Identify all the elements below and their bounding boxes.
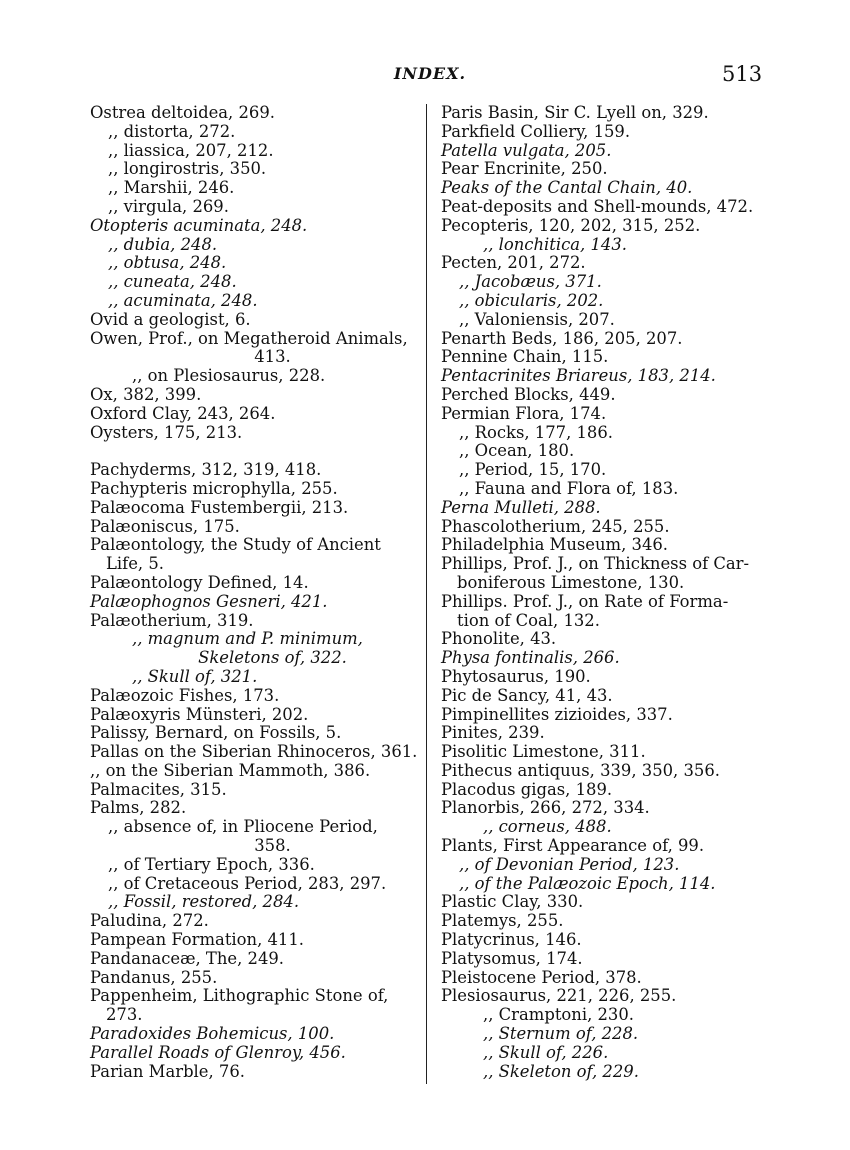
index-entry: Oxford Clay, 243, 264. bbox=[90, 403, 276, 423]
index-entry: Palæontology Defined, 14. bbox=[90, 572, 309, 592]
index-entry: 358. bbox=[254, 836, 291, 856]
index-entry: ,, acuminata, 248. bbox=[108, 290, 258, 310]
index-entry: Pecten, 201, 272. bbox=[441, 253, 586, 273]
index-entry: Pinites, 239. bbox=[441, 723, 545, 743]
index-entry: Ox, 382, 399. bbox=[90, 384, 202, 404]
index-entry: Platycrinus, 146. bbox=[441, 930, 582, 950]
index-entry: Plesiosaurus, 221, 226, 255. bbox=[441, 986, 677, 1006]
index-entry: ,, Jacobæus, 371. bbox=[459, 272, 602, 292]
index-entry: Palissy, Bernard, on Fossils, 5. bbox=[90, 723, 342, 743]
index-entry: Palæoniscus, 175. bbox=[90, 516, 240, 536]
index-entry: Phillips. Prof. J., on Rate of Forma- bbox=[441, 591, 729, 611]
index-entry: Pisolitic Limestone, 311. bbox=[441, 742, 646, 762]
index-entry: Skeletons of, 322. bbox=[198, 648, 347, 668]
index-entry: ,, obicularis, 202. bbox=[459, 290, 604, 310]
index-entry: Ostrea deltoidea, 269. bbox=[90, 103, 275, 122]
index-entry: Phonolite, 43. bbox=[441, 629, 557, 649]
index-entry: Parkfield Colliery, 159. bbox=[441, 121, 631, 141]
index-entry: boniferous Limestone, 130. bbox=[457, 572, 685, 592]
index-entry: Permian Flora, 174. bbox=[441, 403, 607, 423]
index-entry: 413. bbox=[254, 347, 291, 367]
index-entry: Palæozoic Fishes, 173. bbox=[90, 685, 280, 705]
index-entry: Pandanus, 255. bbox=[90, 967, 218, 987]
running-header: INDEX. bbox=[393, 64, 467, 83]
index-entry: Palms, 282. bbox=[90, 798, 187, 818]
index-entry: ,, absence of, in Pliocene Period, bbox=[108, 817, 378, 837]
index-entry: ,, cuneata, 248. bbox=[108, 272, 237, 292]
index-entry: ,, magnum and P. minimum, bbox=[132, 629, 363, 649]
index-entry: Phillips, Prof. J., on Thickness of Car- bbox=[441, 554, 750, 574]
index-entry: ,, of Tertiary Epoch, 336. bbox=[108, 854, 315, 874]
index-entry: Palæontology, the Study of Ancient bbox=[90, 535, 381, 555]
index-entry: Platemys, 255. bbox=[441, 911, 564, 931]
index-entry: Pimpinellites zizioides, 337. bbox=[441, 704, 673, 724]
index-entry: ,, virgula, 269. bbox=[108, 196, 229, 216]
index-entry: Palæotherium, 319. bbox=[90, 610, 254, 630]
index-entry: Perna Mulleti, 288. bbox=[441, 497, 601, 517]
index-entry: Pear Encrinite, 250. bbox=[441, 159, 608, 179]
index-entry: Palmacites, 315. bbox=[90, 779, 227, 799]
index-entry: Perched Blocks, 449. bbox=[441, 384, 616, 404]
index-entry: Planorbis, 266, 272, 334. bbox=[441, 798, 650, 818]
right-index-column bbox=[441, 104, 761, 1081]
index-entry: ,, Rocks, 177, 186. bbox=[459, 422, 613, 442]
index-entry: Plastic Clay, 330. bbox=[441, 892, 584, 912]
index-entry: Pleistocene Period, 378. bbox=[441, 967, 642, 987]
index-entry: Pampean Formation, 411. bbox=[90, 930, 304, 950]
index-entry: Parallel Roads of Glenroy, 456. bbox=[90, 1042, 346, 1062]
index-entry: Paradoxides Bohemicus, 100. bbox=[90, 1024, 335, 1044]
index-entry: ,, liassica, 207, 212. bbox=[108, 140, 274, 160]
index-entry: Pic de Sancy, 41, 43. bbox=[441, 685, 613, 705]
index-entry: ,, on the Siberian Mammoth, 386. bbox=[90, 760, 371, 780]
index-entry: tion of Coal, 132. bbox=[457, 610, 600, 630]
index-entry: ,, Sternum of, 228. bbox=[483, 1024, 639, 1044]
index-entry: Pecopteris, 120, 202, 315, 252. bbox=[441, 215, 701, 235]
index-entry: ,, longirostris, 350. bbox=[108, 159, 267, 179]
index-entry: Patella vulgata, 205. bbox=[441, 140, 612, 160]
index-entry: Phascolotherium, 245, 255. bbox=[441, 516, 670, 536]
index-entry: Plants, First Appearance of, 99. bbox=[441, 836, 705, 856]
index-entry: Placodus gigas, 189. bbox=[441, 779, 613, 799]
index-entry: Paris Basin, Sir C. Lyell on, 329. bbox=[441, 103, 709, 122]
index-entry: ,, Marshii, 246. bbox=[108, 178, 235, 198]
index-entry: ,, Period, 15, 170. bbox=[459, 460, 607, 480]
index-entry: ,, of Devonian Period, 123. bbox=[459, 854, 680, 874]
index-entry: ,, of the Palæozoic Epoch, 114. bbox=[459, 873, 716, 893]
index-entry: Pachypteris microphylla, 255. bbox=[90, 478, 338, 498]
index-entry: Platysomus, 174. bbox=[441, 948, 583, 968]
index-entry: ,, Skeleton of, 229. bbox=[483, 1061, 639, 1081]
index-entry: ,, Fossil, restored, 284. bbox=[108, 892, 300, 912]
index-entry: ,, Ocean, 180. bbox=[459, 441, 575, 461]
index-entry: ,, corneus, 488. bbox=[483, 817, 612, 837]
index-entry: Penarth Beds, 186, 205, 207. bbox=[441, 328, 683, 348]
index-entry: Pithecus antiquus, 339, 350, 356. bbox=[441, 760, 720, 780]
index-entry: 273. bbox=[106, 1005, 143, 1025]
index-entry: Palæocoma Fustembergii, 213. bbox=[90, 497, 349, 517]
index-entry: Palæophognos Gesneri, 421. bbox=[90, 591, 328, 611]
index-entry: Oysters, 175, 213. bbox=[90, 422, 243, 442]
index-entry: ,, Skull of, 321. bbox=[132, 666, 258, 686]
index-entry: ,, Valoniensis, 207. bbox=[459, 309, 615, 329]
page-number: 513 bbox=[722, 62, 763, 86]
index-entry: Parian Marble, 76. bbox=[90, 1061, 245, 1081]
index-entry: Pallas on the Siberian Rhinoceros, 361. bbox=[90, 742, 418, 762]
index-entry: ,, Cramptoni, 230. bbox=[483, 1005, 634, 1025]
index-entry: Philadelphia Museum, 346. bbox=[441, 535, 669, 555]
index-entry: ,, obtusa, 248. bbox=[108, 253, 227, 273]
index-entry: Ovid a geologist, 6. bbox=[90, 309, 251, 329]
index-entry: Pappenheim, Lithographic Stone of, bbox=[90, 986, 389, 1006]
index-entry: Peaks of the Cantal Chain, 40. bbox=[441, 178, 693, 198]
index-entry: ,, Skull of, 226. bbox=[483, 1042, 609, 1062]
index-entry: ,, on Plesiosaurus, 228. bbox=[132, 366, 326, 386]
index-entry: Otopteris acuminata, 248. bbox=[90, 215, 308, 235]
index-entry: Pennine Chain, 115. bbox=[441, 347, 609, 367]
column-divider bbox=[426, 104, 427, 1084]
index-entry: Palæoxyris Münsteri, 202. bbox=[90, 704, 309, 724]
index-entry: ,, of Cretaceous Period, 283, 297. bbox=[108, 873, 387, 893]
index-entry: Phytosaurus, 190. bbox=[441, 666, 591, 686]
index-entry: Life, 5. bbox=[106, 554, 164, 574]
index-entry: Pachyderms, 312, 319, 418. bbox=[90, 460, 322, 480]
index-entry: Owen, Prof., on Megatheroid Animals, bbox=[90, 328, 408, 348]
index-entry: ,, distorta, 272. bbox=[108, 121, 236, 141]
index-entry: Paludina, 272. bbox=[90, 911, 209, 931]
index-entry: Pandanaceæ, The, 249. bbox=[90, 948, 285, 968]
index-entry: ,, dubia, 248. bbox=[108, 234, 218, 254]
index-entry: Physa fontinalis, 266. bbox=[441, 648, 620, 668]
index-entry: ,, Fauna and Flora of, 183. bbox=[459, 478, 679, 498]
index-entry: Pentacrinites Briareus, 183, 214. bbox=[441, 366, 716, 386]
left-index-column bbox=[90, 103, 418, 1081]
index-entry: ,, lonchitica, 143. bbox=[483, 234, 627, 254]
index-entry: Peat-deposits and Shell-mounds, 472. bbox=[441, 196, 754, 216]
